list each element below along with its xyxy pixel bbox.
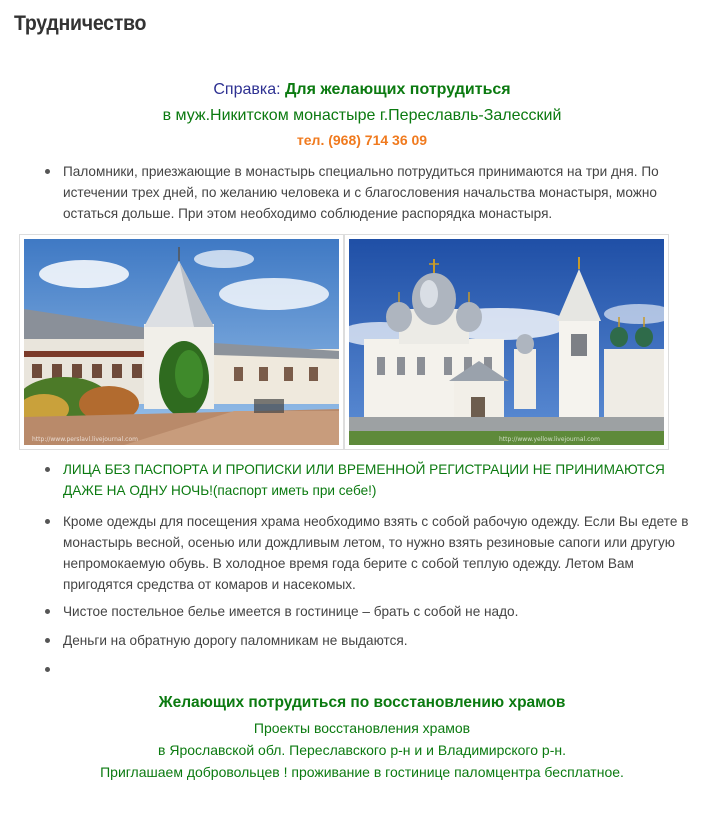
bullet-icon (45, 638, 50, 643)
monastery-cathedral-image (349, 239, 664, 445)
list-item (45, 459, 705, 501)
rule-passport-note: (паспорт иметь при себе!) (212, 483, 377, 498)
bullet-icon (45, 467, 50, 472)
photo-monastery-cathedral (344, 234, 669, 450)
intro-label: Справка: (213, 81, 281, 98)
rule-stay-duration: Паломники, приезжающие в монастырь специально потрудиться принимаются на три дня. По истечении трех дней, по желанию человека и с благословения начальства монастыря, можно остаться дольше. При этом необходимо соблюдение распорядка монастыря. (63, 164, 659, 221)
list-item (45, 511, 705, 595)
monastery-tower-image (24, 239, 339, 445)
rule-money: Деньги на обратную дорогу паломникам не выдаются. (63, 633, 408, 648)
photo-watermark-2: http://www.yellow.livejournal.com (499, 436, 600, 443)
photo-monastery-tower (19, 234, 344, 450)
intro-headline-text: Для желающих потрудиться (285, 81, 511, 98)
bullet-icon (45, 519, 50, 524)
closing-regions: в Ярославской обл. Переславского р-н и и Владимирского р-н. (158, 742, 566, 758)
rule-passport-warning (63, 459, 705, 501)
closing-projects: Проекты восстановления храмов (253, 720, 471, 736)
rule-clothing: Кроме одежды для посещения храма необходимо взять с собой рабочую одежду. Если Вы едете в монастырь весной, осенью или дождливым летом, то нужно взять резиновые сапоги или другую непромокаемую обувь. В холодное время года берите с собой теплую одежду. Летом Вам пригодятся средства от комаров и насекомых. (63, 514, 689, 592)
list-item (45, 161, 705, 224)
list-item (45, 630, 705, 651)
rule-linen: Чистое постельное белье имеется в гостинице – брать с собой не надо. (63, 604, 519, 619)
list-item (45, 601, 705, 622)
bullet-icon (45, 667, 50, 672)
rule-passport-warning-text: ЛИЦА БЕЗ ПАСПОРТА И ПРОПИСКИ ИЛИ ВРЕМЕННОЙ РЕГИСТРАЦИИ НЕ ПРИНИМАЮТСЯ ДАЖЕ НА ОДНУ НОЧЬ! (63, 462, 665, 498)
closing-title: Желающих потрудиться по восстановлению храмов (158, 694, 566, 711)
bullet-icon (45, 609, 50, 614)
bullet-icon (45, 169, 50, 174)
intro-headline (0, 79, 724, 101)
intro-location: в муж.Никитском монастыре г.Переславль-Залесский (162, 107, 562, 124)
photo-watermark-1: http://www.perslavl.livejournal.com (32, 436, 138, 443)
page-title: Трудничество (14, 12, 147, 35)
closing-invitation: Приглашаем добровольцев ! проживание в гостинице паломцентра бесплатное. (100, 764, 624, 780)
intro-phone: тел. (968) 714 36 09 (296, 132, 428, 148)
